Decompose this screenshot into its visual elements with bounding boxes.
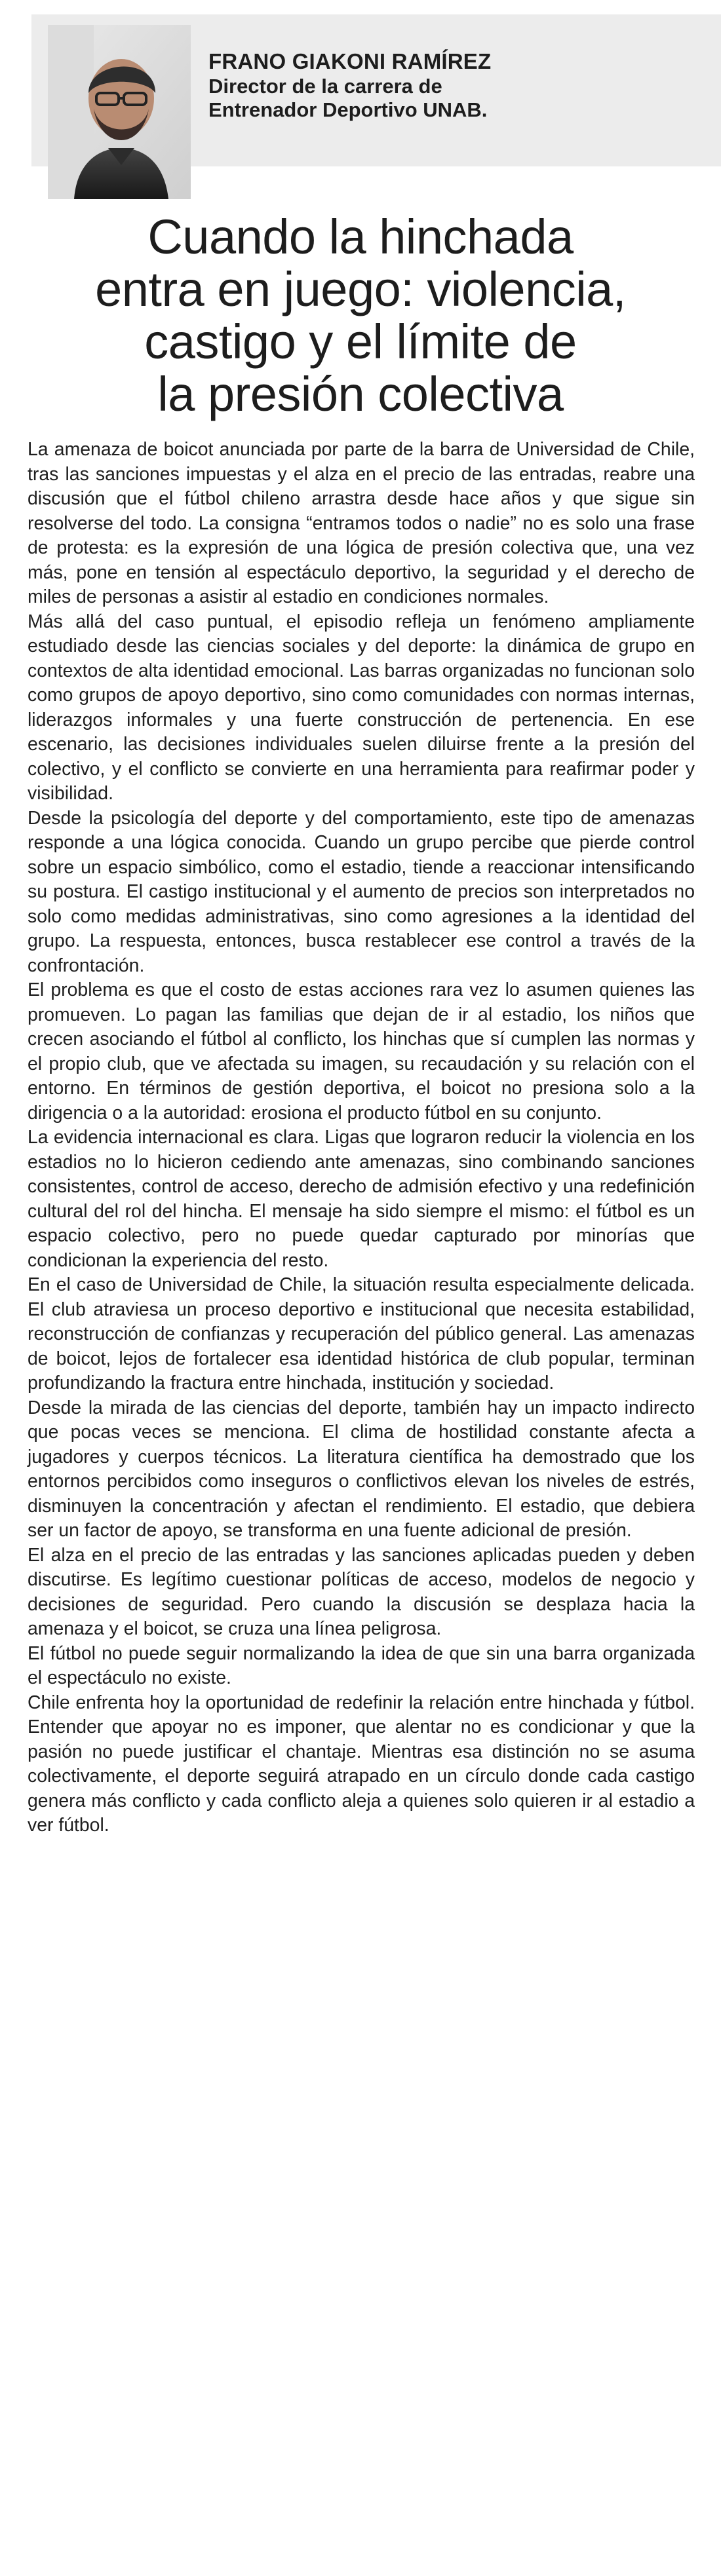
article-paragraph: Chile enfrenta hoy la oportunidad de redefinir la relación entre hinchada y fútbol. Entender que apoyar no es imponer, que alentar no es condicionar y que la pasión no puede justificar el chantaje. Mientras esa distinción no se asuma colectivamente, el deporte seguirá atrapado en un círculo donde cada castigo genera más conflicto y cada conflicto aleja a quienes solo quieren ir al estadio a ver fútbol. [28,1692,695,1836]
author-name: FRANO GIAKONI RAMÍREZ [208,49,492,73]
article-paragraph: Desde la psicología del deporte y del comportamiento, este tipo de amenazas responde a una lógica conocida. Cuando un grupo percibe que pierde control sobre un espacio simbólico, como el estadio, tiende a reaccionar intensificando su postura. El castigo institucional y el aumento de precios son interpretados no solo como medidas administrativas, sino como agresiones a la identidad del grupo. La respuesta, entonces, busca restablecer ese control a través de la confrontación. [28,807,695,976]
author-meta [208,48,707,122]
article-paragraph: La amenaza de boicot anunciada por parte de la barra de Universidad de Chile, tras las sanciones impuestas y el alza en el precio de las entradas, reabre una discusión que el fútbol chileno arrastra desde hace años y que sigue sin resolverse del todo. La consigna “entramos todos o nadie” no es solo una frase de protesta: es la expresión de una lógica de presión colectiva que, una vez más, pone en tensión al espectáculo deportivo, la seguridad y el derecho de miles de personas a asistir al estadio en condiciones normales. [28,439,695,607]
article-body [28,438,695,1838]
article-paragraph: El fútbol no puede seguir normalizando la idea de que sin una barra organizada el espectáculo no existe. [28,1642,695,1688]
author-role-line-1: Director de la carrera de [208,75,442,98]
article-paragraph: En el caso de Universidad de Chile, la situación resulta especialmente delicada. El club atraviesa un proceso deportivo e institucional que necesita estabilidad, reconstrucción de confianzas y recuperación del público general. Las amenazas de boicot, lejos de fortalecer esa identidad histórica de club popular, terminan profundizando la fractura entre hinchada, institución y sociedad. [28,1274,695,1393]
author-role-line-2: Entrenador Deportivo UNAB. [208,98,488,121]
article-paragraph: Más allá del caso puntual, el episodio refleja un fenómeno ampliamente estudiado desde las ciencias sociales y del deporte: la dinámica de grupo en contextos de alta identidad emocional. Las barras organizadas no funcionan solo como grupos de apoyo deportivo, sino como comunidades con normas internas, liderazgos informales y una fuerte construcción de pertenencia. En ese escenario, las decisiones individuales suelen diluirse frente a la presión del colectivo, y el conflicto se convierte en una herramienta para reafirmar poder y visibilidad. [28,611,695,804]
article-paragraph: El problema es que el costo de estas acciones rara vez lo asumen quienes las promueven. Lo pagan las familias que dejan de ir al estadio, los niños que crecen asociando el fútbol al conflicto, los hinchas que sí cumplen las normas y el propio club, que ve afectada su imagen, su recaudación y su relación con el entorno. En términos de gestión deportiva, el boicot no presiona solo a la dirigencia o a la autoridad: erosiona el producto fútbol en su conjunto. [28,979,695,1124]
article-title-line-2: entra en juego: violencia, [95,262,626,316]
article-paragraph: El alza en el precio de las entradas y las sanciones aplicadas pueden y deben discutirse. Es legítimo cuestionar políticas de acceso, modelos de negocio y decisiones de seguridad. Pero cuando la discusión se desplaza hacia la amenaza y el boicot, se cruza una línea peligrosa. [28,1544,695,1639]
author-photo-illustration [48,25,191,199]
author-photo [48,25,191,199]
article-title [59,211,662,421]
article-paragraph: Desde la mirada de las ciencias del deporte, también hay un impacto indirecto que pocas veces se menciona. El clima de hostilidad constante afecta a jugadores y cuerpos técnicos. La literatura científica ha demostrado que los entornos percibidos como inseguros o conflictivos elevan los niveles de estrés, disminuyen la concentración y afectan el rendimiento. El estadio, que debiera ser un factor de apoyo, se transforma en una fuente adicional de presión. [28,1397,695,1541]
article-title-line-3: castigo y el límite de [144,314,577,369]
article-title-line-4: la presión colectiva [157,367,564,421]
article-paragraph: La evidencia internacional es clara. Ligas que lograron reducir la violencia en los estadios no lo hicieron cediendo ante amenazas, sino combinando sanciones consistentes, control de acceso, derecho de admisión efectivo y una redefinición cultural del rol del hincha. El mensaje ha sido siempre el mismo: el fútbol es un espacio colectivo, pero no puede quedar capturado por minorías que condicionan la experiencia del resto. [28,1127,695,1271]
article-title-line-1: Cuando la hinchada [147,210,574,264]
